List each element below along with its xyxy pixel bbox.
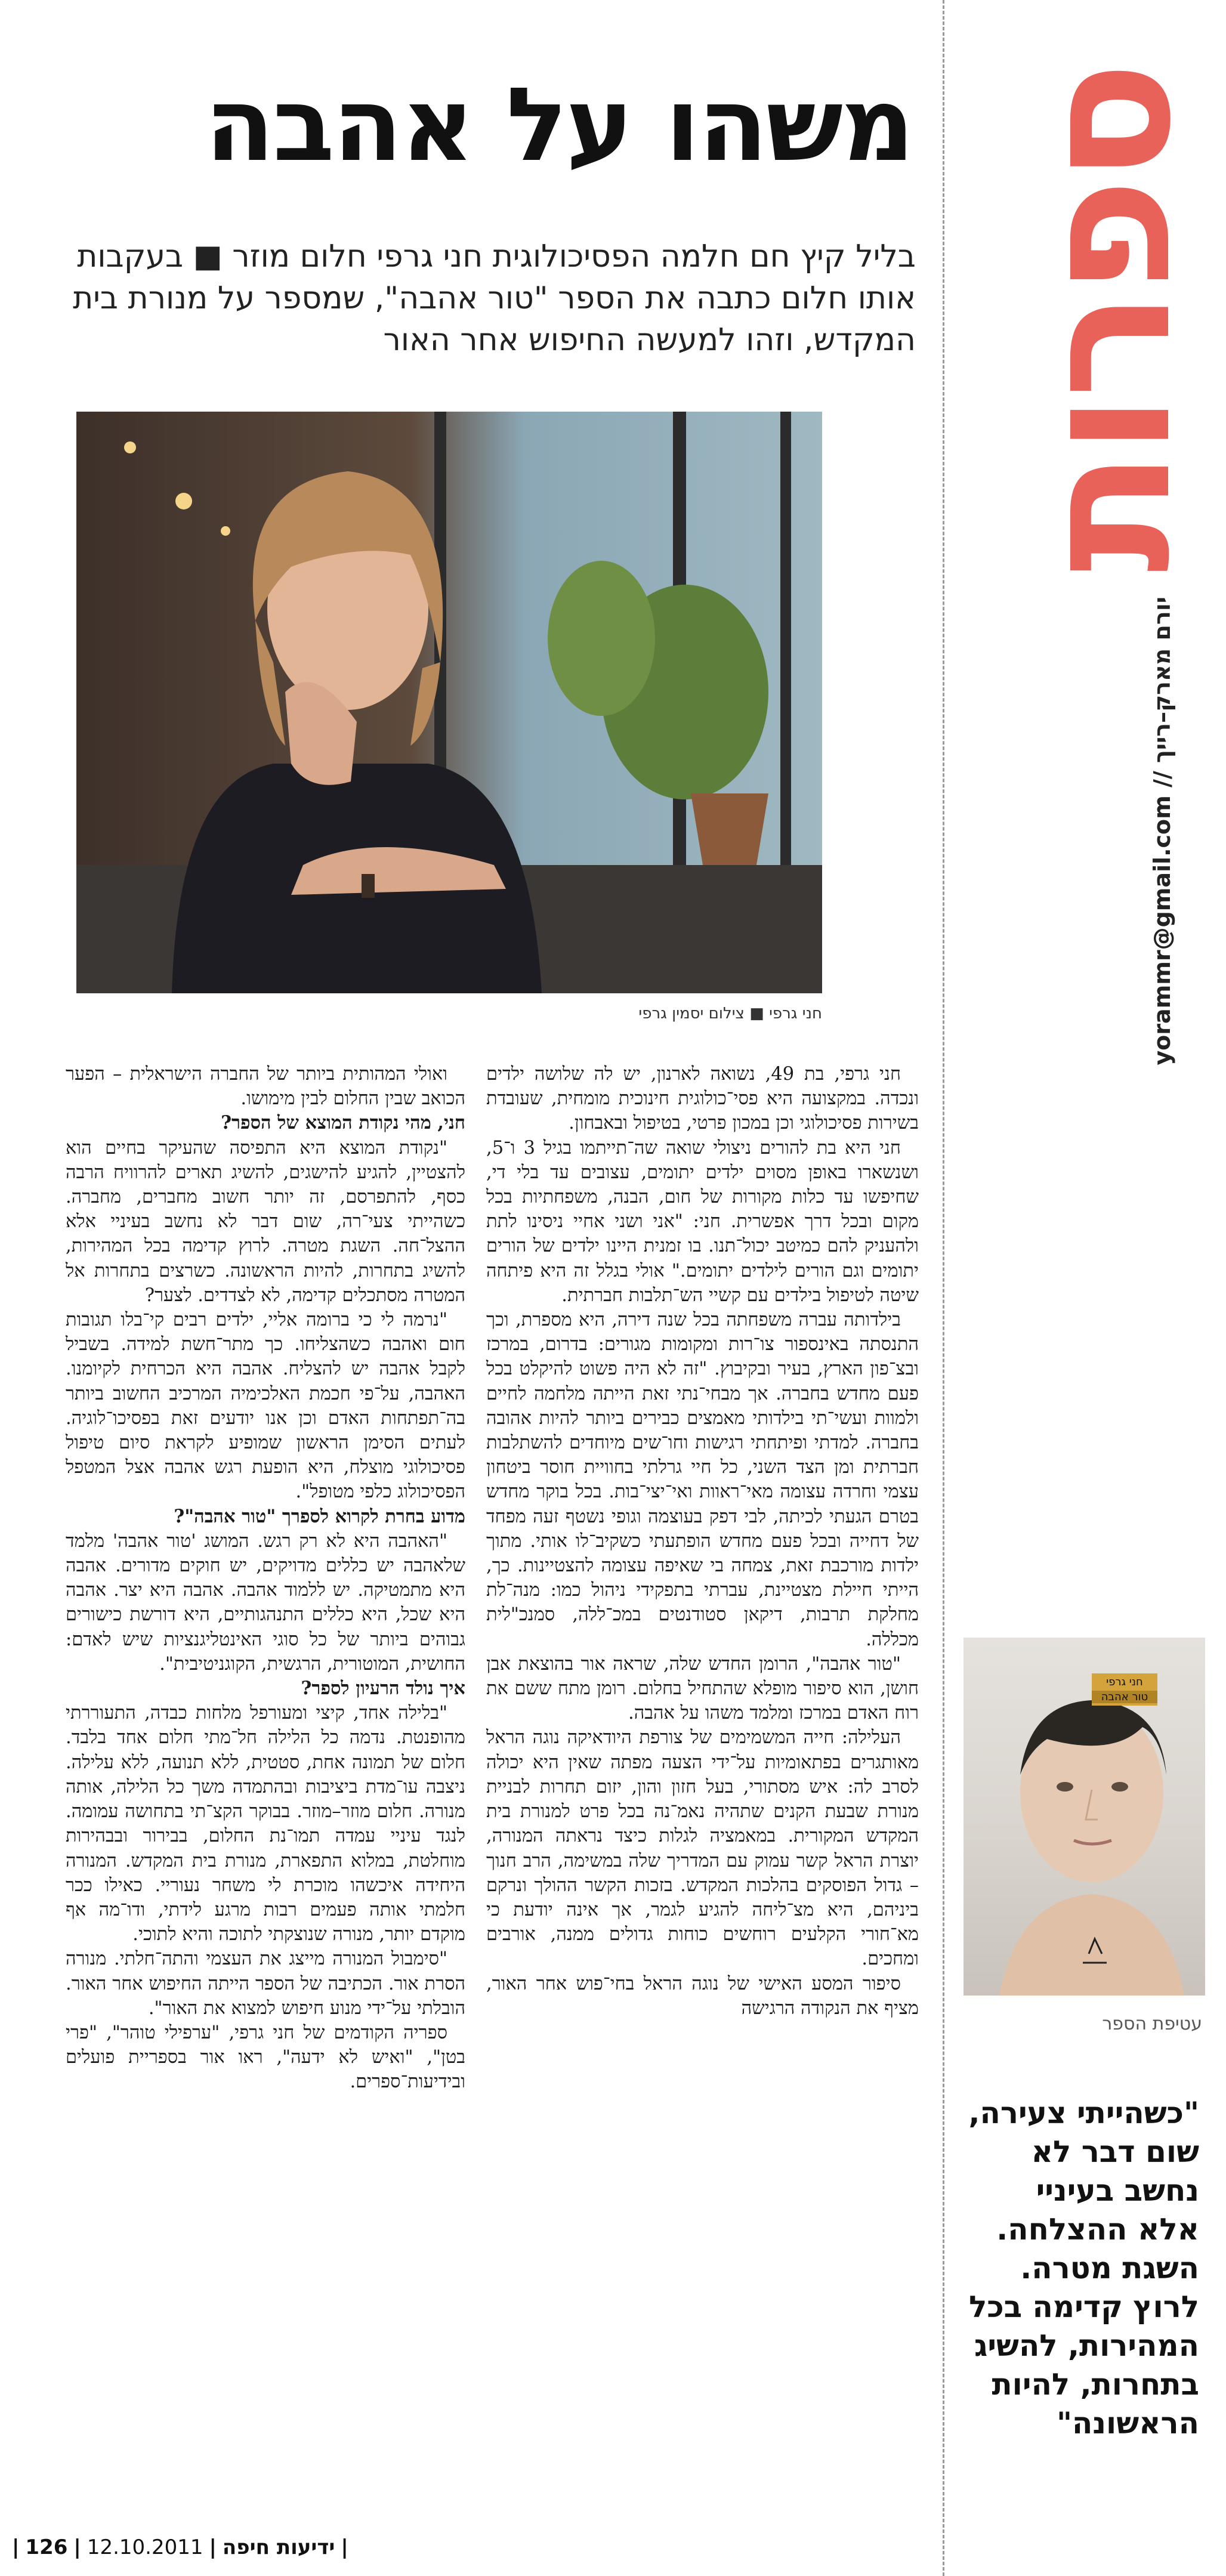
paragraph: "טור אהבה", הרומן החדש שלה, שראה אור בהוצאת אבן חושן, הוא סיפור מופלא שהתחיל בחלום. רומן מתח ששם את רוח האדם במרכז ומלמד משהו על אהבה.	[486, 1653, 919, 1724]
folio-publication: ידיעות חיפה	[222, 2535, 335, 2559]
paragraph: סיפור המסע האישי של נוגה הראל בחי־פוש אחר האור, מציף את הנקודה הרגישה	[486, 1973, 919, 2019]
paragraph: חני היא בת להורים ניצולי שואה שה־תייתמו בגיל 3 ו־5, ושנשארו באופן מסוים ילדים יתומים, עצובים עד בלי די, שחיפשו עד כלות מקורות של חום, הבנה, משפחתיות בכל מקום ובכל דרך אפשרית. חני: "אני ושני אחיי ניסינו לתת ולהעניק להם כמיטב יכול־תנו. בו זמנית היינו ילדים של הורים יתומים וגם הורים לילדים יתומים." אולי בגלל זה היא פיתחה שיטה לטיפול בילדים עם קשיי הש־תלבות חברתית.	[486, 1137, 919, 1306]
paragraph: "סימבול המנורה מייצג את העצמי והתה־חלתי. מנורה הסרת אור. הכתיבה של הספר הייתה החיפוש אחר האור. הובלתי על־ידי מנוע חיפוש למצוא את האור".	[66, 1948, 465, 2019]
photo-credit: חני גרפי ■ צילום יסמין גרפי	[638, 1005, 822, 1023]
folio-page: 126	[25, 2535, 68, 2559]
paragraph: העלילה: חייה המשמימים של צורפת היודאיקה נוגה הראל מאותגרים בפתאומיות על־ידי הצעה מפתה שאין היא יכולה לסרב לה: איש מסתורי, בעל חזון והון, יזום תחרות לבניית מנורת שבעת הקנים שתהיה נאמ־נה בכל פרט למנורת בית המקדש המקורית. במאמציה לגלות כיצד נראתה המנורה, יוצרת הראל קשר עמוק עם המדריך שלה במשימה, הרב חנוך – גדול הפוסקים בהלכות המקדש. בזכות הקשר ההולך ונרקם ביניהם, היא מצ־ליחה להגיע לגמר, אך אינה יודעת כי מא־חורי הקלעים רוחשים כוחות גדולים ממנה, אורבים ומחכים.	[486, 1727, 919, 1970]
article-column-left	[66, 1062, 465, 2095]
cover-author: חני גרפי	[1106, 1676, 1143, 1688]
interview-question: מדוע בחרת לקרוא לספרך "טור אהבה"?	[174, 1505, 465, 1527]
section-title-text: ספרות	[1002, 66, 1210, 573]
paragraph: בילדותה עברה משפחתה בכל שנה דירה, היא מספרת, וכך התנסתה באינספור צו־רות ומקומות מגורים: בדרום, במרכז ובצ־פון הארץ, בעיר ובקיבוץ. "זה לא היה פשוט להיקלט בכל פעם מחדש בחברה. אך מבחי־נתי זאת הייתה מלחמה לחיים ולמוות ועשי־תי בילדותי מאמצים כבירים ביותר להיות אהובה בחברה. למדתי ופיתחתי רגישות וחו־שים מיוחדים להשתלבות חברתית ומן הצד השני, כל חיי גרלתי בחוויית חוסר ביטחון עצמי וחרדה עצומה מאי־ראוות ואי־יצי־בות. בכל בוקר מחדש בטרם הגעתי לכיתה, לבי דפק בעוצמה וגופי נשטף זעה מפחד של דחייה ובכל פעם מחדש הופתעתי כשקיב־לו אותי. מתוך ילדות מורכבת זאת, צמחה בי שאיפה עצומה להצטיינות. כך, הייתי חיילת מצטיינת, עברתי בתפקידי ניהול כמו: מנה־לת מחלקת תרבות, דיקאן סטודנטים במכ־ללה, סמנכ"לית מכללה.	[486, 1309, 919, 1650]
cover-title: טור אהבה	[1092, 1691, 1157, 1703]
author-byline	[1122, 597, 1175, 1133]
author-byline-text[interactable]: יורם מארק–רייך // yorammr@gmail.com	[1149, 597, 1175, 1065]
paragraph: "נרמה לי כי ברומה אליי, ילדים רבים קי־בלו תגובות חום ואהבה כשהצליחו. כך מתר־חשת למידה. בשביל לקבל אהבה יש להצליח. אהבה היא הכרחית לקיומנו. האהבה, על־פי חכמת האלכימיה המרכיב החשוב ביותר בה־תפתחות האדם וכן אנו יודעים זאת בפסיכו־לוגיה. לעתים הסימן הראשון שמופיע לקראת סיום טיפול פסיכולוגי מוצלח, היא הופעת רגש אהבה אצל המטפל הפסיכולוג כלפי מטופל".	[66, 1309, 465, 1503]
book-cover-portrait	[963, 1638, 1205, 1996]
paragraph: "בלילה אחד, קיצי ומעורפל מלחות כבדה, התעוררתי מהופנטת. נדמה כל הלילה חל־מתי חלום אחד בלבד. חלום של תמונה אחת, סטטית, ללא תנועה, ללא עלילה. ניצבה עו־מדת ביציבות ובהתמדה משך כל הלילה, אותה מנורה. חלום מוזר–מוזר. בבוקר הקצ־תי בתחושה עמומה. לנגד עיניי עמדה תמו־נת החלום, בבירור ובבהירות מוחלטת, במלוא התפארת, מנורת בית המקדש. המנורה היחידה איכשהו מוכרת לי משחר נעוריי. כאילו ככר חלמתי אותה פעמים רבות מרגע לידתי, ודו־מה אף מוקדם יותר, מנורה שנוצקתי לתוכה והיא לתוכי.	[66, 1703, 465, 1945]
cover-caption: עטיפת הספר	[1102, 2013, 1202, 2034]
interview-question: איך נולד הרעיון לספר?	[301, 1678, 465, 1700]
article-photo	[76, 412, 822, 993]
cover-badge	[1092, 1673, 1157, 1706]
photo-woman-at-cafe	[76, 412, 822, 993]
paragraph: ספריה הקודמים של חני גרפי, "ערפילי טוהר", "פרי בטן", "ואיש לא ידעה", ראו אור בספריית פועלים ובידיעות־ספרים.	[66, 2022, 465, 2093]
paragraph: "האהבה היא לא רק רגש. המושג 'טור אהבה' מלמד שלאהבה יש כללים מדויקים, יש חוקים מדורים. אהבה היא מתמטיקה. יש ללמוד אהבה. אהבה היא יצר. אהבה היא שכל, היא כללים התנהגותיים, היא דורשת כישורים גבוהים ביותר של כל סוגי האינטליגנציות שיש לאדם: החושית, המוטורית, הרגשית, הקוגניטיבית".	[66, 1530, 465, 1675]
folio-footer: | 126 | 12.10.2011 | ידיעות חיפה |	[12, 2535, 348, 2559]
folio-date: 12.10.2011	[87, 2535, 203, 2559]
paragraph: "נקודת המוצא היא התפיסה שהעיקר בחיים הוא להצטיין, להגיע להישגים, להשיג תארים להרוויח הרבה כסף, להתפרסם, זה יותר חשוב מחברים, מחברה. כשהייתי צעי־רה, שום דבר לא נחשב בעיניי אלא ההצל־חה. השגת מטרה. לרוץ קדימה בכל המהירות, להשיג בתחרות, להיות הראשונה. כשרצים בתחרות אל המטרה מסתכלים קדימה, לא לצדדים. לצער?	[66, 1137, 465, 1306]
deck: בליל קיץ חם חלמה הפסיכולוגית חני גרפי חלום מוזר ■ בעקבות אותו חלום כתבה את הספר "טור אהבה", שמספר על מנורת בית המקדש, וזהו למעשה החיפוש אחר האור	[73, 239, 916, 358]
paragraph: חני גרפי, בת 49, נשואה לארנון, יש לה שלושה ילדים ונכדה. במקצועה היא פסי־כולוגית חינוכית מומחית, שעובדת בשירות פסיכולוגי וכן במכון פרטי, בטיפול ובאבחון.	[486, 1064, 919, 1134]
interview-question: חני, מהי נקודת המוצא של הספר?	[221, 1112, 465, 1134]
paragraph: ואולי המהותית ביותר של החברה הישראלית – הפער הכואב שבין החלום לבין מימושו.	[66, 1064, 465, 1110]
pull-quote: "כשהייתי צעירה, שום דבר לא נחשב בעיניי אלא ההצלחה. השגת מטרה. לרוץ קדימה בכל המהירות, להשיג בתחרות, להיות הראשונה"	[968, 2096, 1199, 2441]
column-divider	[943, 0, 944, 2576]
book-cover	[963, 1638, 1205, 1996]
section-title	[955, 66, 1210, 603]
headline: משהו על אהבה	[205, 66, 913, 184]
article-column-right	[486, 1062, 919, 2021]
